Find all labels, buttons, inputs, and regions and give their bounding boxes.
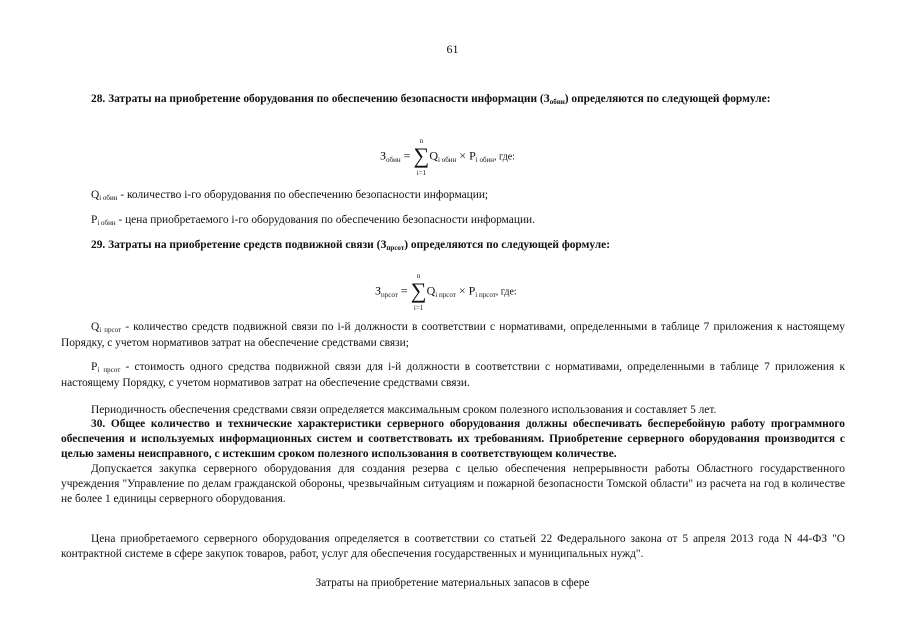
periodicity-paragraph: Периодичность обеспечения средствами связи определяется максимальным сроком полезного использования и составляет 5 лет. bbox=[91, 404, 717, 416]
section-30 bbox=[61, 417, 845, 507]
section-28-heading: 28. Затраты на приобретение оборудования по обеспечению безопасности информации (Зобин) определяются по следующей формуле: bbox=[91, 93, 771, 106]
sigma-icon: n ∑ i=1 bbox=[413, 137, 430, 177]
definition-28-p: Pi обин - цена приобретаемого i-го оборудования по обеспечению безопасности информации. bbox=[91, 214, 535, 227]
subsection-heading: Затраты на приобретение материальных запасов в сфере bbox=[315, 577, 590, 589]
section-29-heading: 29. Затраты на приобретение средств подвижной связи (Зпрсот) определяются по следующей формуле: bbox=[91, 239, 610, 252]
section-29 bbox=[61, 238, 845, 254]
definition-28-q: Qi обин - количество i-го оборудования по обеспечению безопасности информации; bbox=[91, 189, 489, 202]
definition-29-p: Pi прсот - стоимость одного средства подвижной связи для i-й должности в соответствии с нормативами, определенными в таблице 7 приложения к настоящему Порядку, с учетом нормативов затрат на обеспечение средствами связи. bbox=[61, 361, 845, 389]
price-paragraph: Цена приобретаемого серверного оборудования определяется в соответствии со статьей 22 Федерального закона от 5 апреля 2013 года N 44-ФЗ "О контрактной системе в сфере закупок товаров, работ, услуг для обеспечения государственных и муниципальных нужд". bbox=[61, 533, 845, 560]
section-30-text: Допускается закупка серверного оборудования для создания резерва с целью обеспечения непрерывности работы Областного государственного учреждения "Управление по делам гражданской обороны, чрезвычайным ситуациям и пожарной безопасности Томской области" из расчета на год в количестве не более 1 единицы серверного оборудования. bbox=[61, 463, 845, 505]
formula-28: $З_{обин}$ = n ∑ i=1 $Q_{i обин} \times P_{i обин}$, где: bbox=[380, 137, 515, 177]
page-number: 61 bbox=[446, 42, 459, 56]
definition-29-q: Qi прсот - количество средств подвижной связи по i-й должности в соответствии с нормативами, определенными в таблице 7 приложения к настоящему Порядку, с учетом нормативов затрат на обеспечение средствами связи; bbox=[61, 321, 846, 349]
formula-29: $З_{прсот}$ = n ∑ i=1 $Q_{i прсот} \times P_{i прсот}$, где: bbox=[375, 272, 517, 312]
sigma-icon: n ∑ i=1 bbox=[410, 272, 427, 312]
section-30-heading: 30. Общее количество и технические характеристики серверного оборудования должны обеспечивать бесперебойную работу программного обеспечения и используемых информационных систем и соответствовать их требованиям. Приобретение серверного оборудования производится с целью замены неисправного, с истекшим сроком полезного использования в соответствующем количестве. bbox=[61, 418, 845, 460]
section-28 bbox=[61, 92, 845, 108]
